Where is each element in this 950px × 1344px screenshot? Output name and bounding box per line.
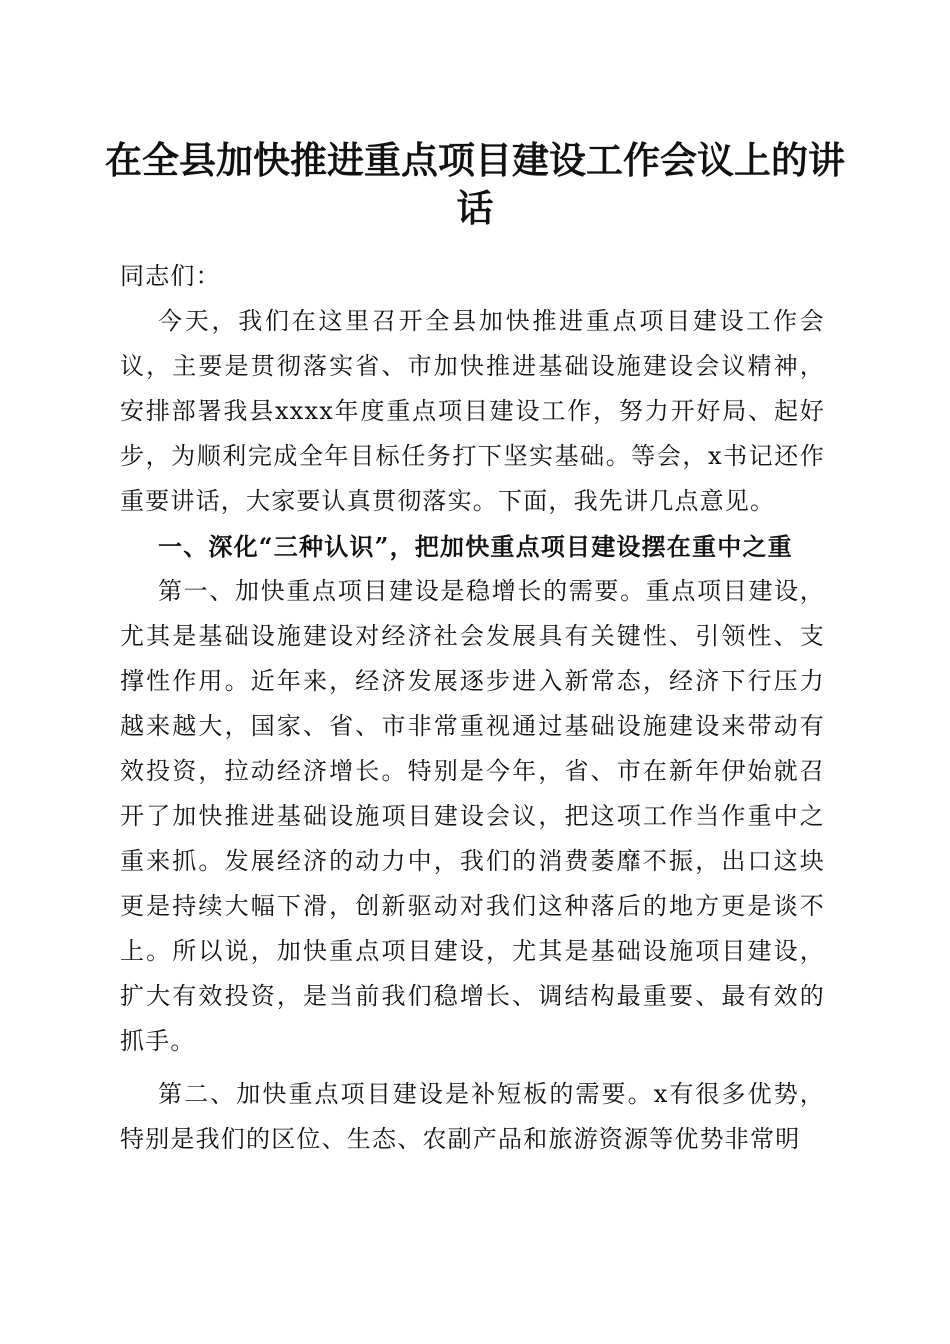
intro-paragraph: 今天，我们在这里召开全县加快推进重点项目建设工作会议，主要是贯彻落实省、市加快推进基础设施建设会议精神，安排部署我县xxxx年度重点项目建设工作，努力开好局、起好步，为顺利完成全年目标任务打下坚实基础。等会，x书记还作重要讲话，大家要认真贯彻落实。下面，我先讲几点意见。 (120, 307, 825, 515)
paragraph-gap (120, 1064, 825, 1072)
section-heading: 一、深化“三种认识”，把加快重点项目建设摆在重中之重 (158, 532, 793, 561)
salutation: 同志们： (120, 262, 221, 290)
point-two-paragraph: 第二、加快重点项目建设是补短板的需要。x有很多优势，特别是我们的区位、生态、农副产品和旅游资源等优势非常明 (120, 1080, 825, 1153)
point-one-paragraph: 第一、加快重点项目建设是稳增长的需要。重点项目建设，尤其是基础设施建设对经济社会发展具有关键性、引领性、支撑性作用。近年来，经济发展逐步进入新常态，经济下行压力越来越大，国家、省、市非常重视通过基础设施建设来带动有效投资，拉动经济增长。特别是今年，省、市在新年伊始就召开了加快推进基础设施项目建设会议，把这项工作当作重中之重来抓。发展经济的动力中，我们的消费萎靡不振，出口这块更是持续大幅下滑，创新驱动对我们这种落后的地方更是谈不上。所以说，加快重点项目建设，尤其是基础设施项目建设，扩大有效投资，是当前我们稳增长、调结构最重要、最有效的抓手。 (120, 577, 825, 1055)
document-body (120, 254, 825, 1162)
document-title: 在全县加快推进重点项目建设工作会议上的讲话 (105, 138, 845, 230)
